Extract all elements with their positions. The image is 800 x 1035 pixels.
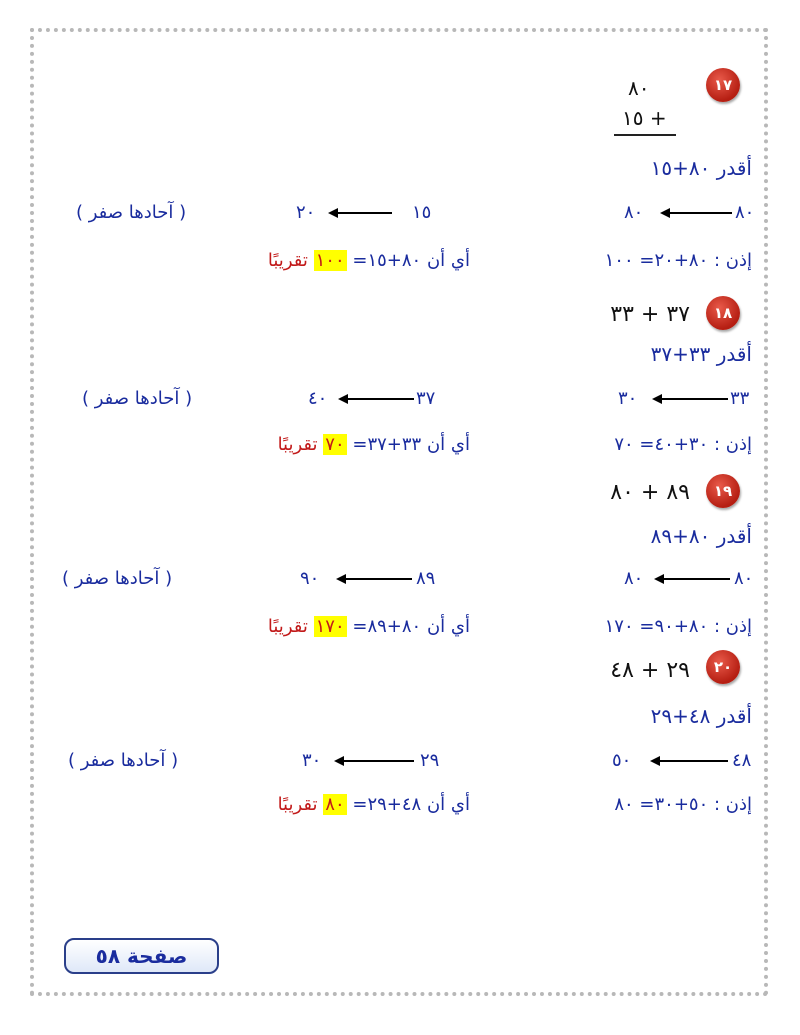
arrow-left-icon	[338, 394, 414, 404]
arrow-left-icon	[654, 574, 730, 584]
means-prefix: أي أن ٨٠+١٥=	[352, 250, 470, 271]
ones-zero-note: ( آحادها صفر )	[82, 388, 193, 409]
answer-highlight: ٧٠	[325, 434, 345, 455]
problem-expression: ٨٩ + ٨٠	[610, 480, 690, 505]
arrow-left-icon	[652, 394, 728, 404]
estimate-label: أقدر ٤٨+٢٩	[650, 704, 752, 728]
estimate-label: أقدر ٨٠+١٥	[650, 156, 752, 180]
round-from: ١٥	[412, 202, 432, 223]
round-from: ٨٠	[734, 568, 754, 589]
approx-label: تقريبًا	[267, 250, 308, 271]
approx-label: تقريبًا	[277, 434, 318, 455]
arrow-left-icon	[650, 756, 728, 766]
then-line: إذن : ٥٠+٣٠= ٨٠	[614, 794, 752, 815]
page-number-label: صفحة ٥٨	[64, 938, 219, 974]
round-to: ٣٠	[618, 388, 638, 409]
approx-label: تقريبًا	[277, 794, 318, 815]
answer-highlight: ٨٠	[325, 794, 345, 815]
round-to: ٣٠	[302, 750, 322, 771]
approx-label: تقريبًا	[267, 616, 308, 637]
round-to: ٨٠	[624, 568, 644, 589]
answer-highlight: ١٧٠	[315, 616, 345, 637]
then-line: إذن : ٣٠+٤٠= ٧٠	[614, 434, 752, 455]
round-from: ٨٩	[416, 568, 436, 589]
round-to: ٥٠	[612, 750, 632, 771]
round-from: ٨٠	[735, 202, 755, 223]
stack-bottom-operand: ١٥ +	[622, 106, 667, 130]
round-to: ٨٠	[624, 202, 644, 223]
ones-zero-note: ( آحادها صفر )	[62, 568, 173, 589]
means-prefix: أي أن ٨٠+٨٩=	[352, 616, 470, 637]
problem-number-badge: ١٩	[706, 474, 740, 508]
problem-number-badge: ١٧	[706, 68, 740, 102]
round-to: ٩٠	[300, 568, 320, 589]
sum-line	[614, 134, 676, 136]
means-line	[278, 796, 470, 814]
arrow-left-icon	[336, 574, 412, 584]
means-prefix: أي أن ٤٨+٢٩=	[352, 794, 470, 815]
round-from: ٣٣	[730, 388, 750, 409]
means-line	[268, 618, 470, 636]
estimate-label: أقدر ٣٣+٣٧	[650, 342, 752, 366]
round-from: ٣٧	[416, 388, 436, 409]
arrow-left-icon	[328, 208, 392, 218]
stack-top-operand: ٨٠	[628, 76, 650, 100]
answer-highlight: ١٠٠	[315, 250, 345, 271]
arrow-left-icon	[334, 756, 414, 766]
round-to: ٢٠	[296, 202, 316, 223]
arrow-left-icon	[660, 208, 732, 218]
then-line: إذن : ٨٠+٩٠= ١٧٠	[604, 616, 752, 637]
problem-expression: ٣٧ + ٣٣	[610, 302, 690, 327]
problem-number-badge: ١٨	[706, 296, 740, 330]
problem-number-badge: ٢٠	[706, 650, 740, 684]
then-line: إذن : ٨٠+٢٠= ١٠٠	[604, 250, 752, 271]
round-from: ٢٩	[420, 750, 440, 771]
means-line	[278, 436, 470, 454]
means-line	[268, 252, 470, 270]
problem-expression: ٢٩ + ٤٨	[610, 658, 690, 683]
round-from: ٤٨	[732, 750, 752, 771]
estimate-label: أقدر ٨٠+٨٩	[650, 524, 752, 548]
ones-zero-note: ( آحادها صفر )	[68, 750, 179, 771]
ones-zero-note: ( آحادها صفر )	[76, 202, 187, 223]
round-to: ٤٠	[308, 388, 328, 409]
means-prefix: أي أن ٣٣+٣٧=	[352, 434, 470, 455]
